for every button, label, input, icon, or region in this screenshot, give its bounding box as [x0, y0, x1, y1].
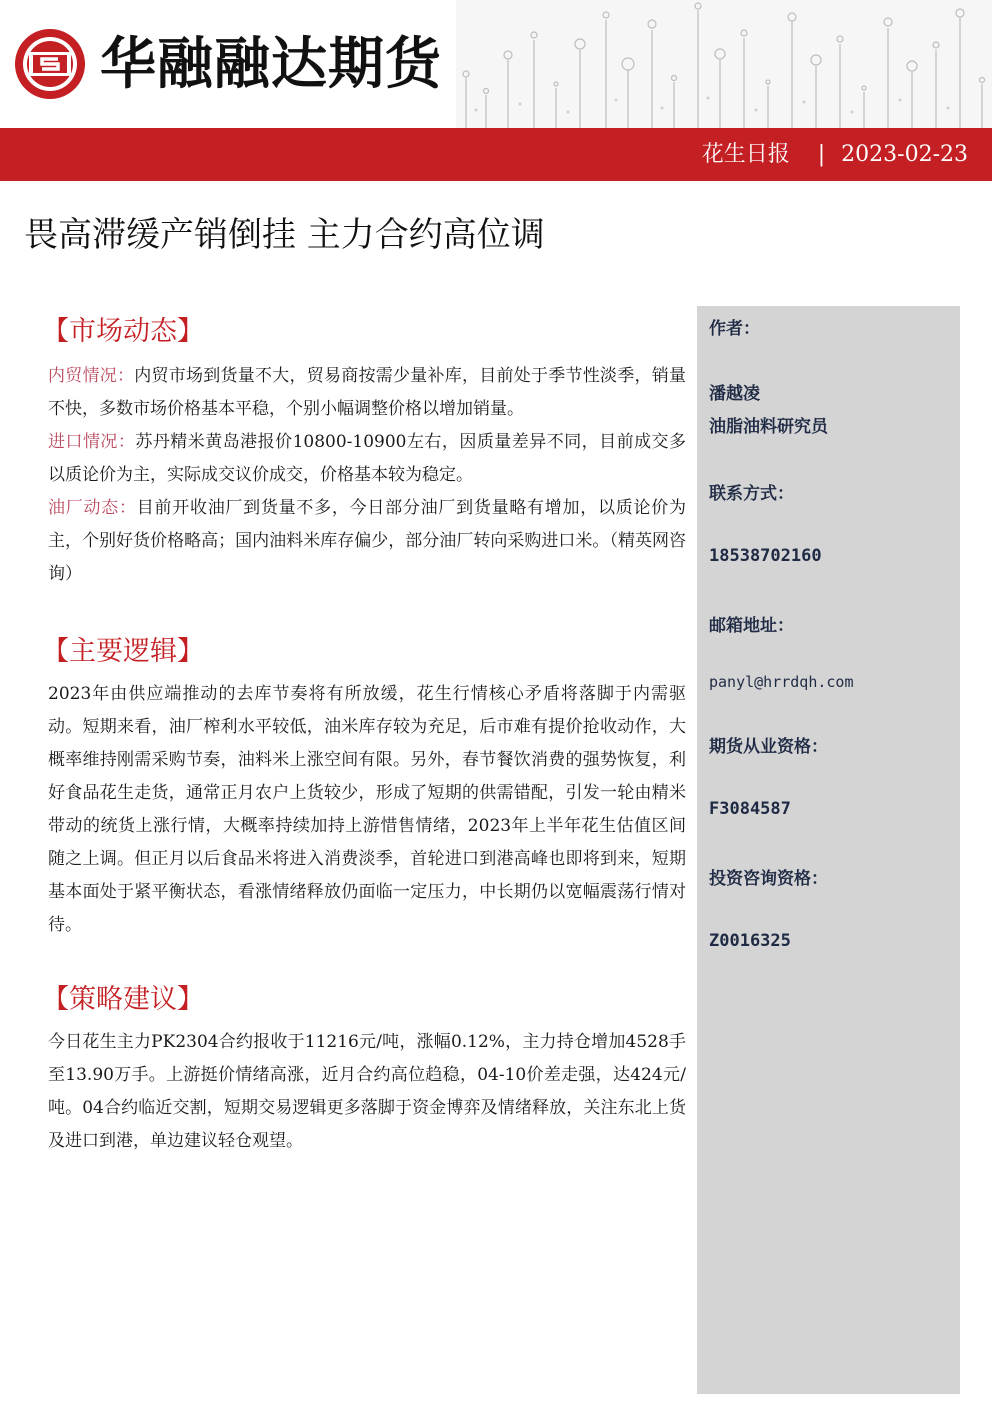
market-item-label: 内贸情况：	[48, 366, 135, 386]
market-item-label: 油厂动态：	[48, 498, 137, 518]
advisory-cert-label: 投资咨询资格：	[709, 869, 828, 889]
market-item-text: 目前开收油厂到货量不多，今日部分油厂到货量略有增加，以质论价为主，个别好货价格略高；国内油料米库存偏少，部分油厂转向采购进口米。（精英网咨询）	[48, 498, 687, 584]
report-type: 花生日报	[701, 142, 790, 167]
futures-cert-label: 期货从业资格：	[709, 737, 828, 757]
market-item-text: 内贸市场到货量不大，贸易商按需少量补库，目前处于季节性淡季，销量不快，多数市场价格基本平稳，个别小幅调整价格以增加销量。	[48, 366, 686, 419]
report-header	[0, 0, 992, 128]
email-address: panyl@hrrdqh.com	[709, 673, 854, 691]
separator: |	[817, 142, 826, 167]
market-item-label: 进口情况：	[48, 432, 136, 452]
futures-cert-number: F3084587	[709, 799, 791, 819]
market-item-domestic	[48, 360, 686, 426]
email-label: 邮箱地址：	[709, 616, 794, 636]
section-title-strategy: 【策略建议】	[42, 984, 204, 1015]
author-title: 油脂油料研究员	[709, 417, 828, 437]
section-title-logic: 【主要逻辑】	[42, 636, 204, 667]
contact-label: 联系方式：	[709, 484, 794, 504]
report-date: 2023-02-23	[841, 142, 968, 167]
section-title-market: 【市场动态】	[42, 316, 204, 347]
author-sidebar	[697, 306, 960, 1394]
market-item-import	[48, 426, 686, 492]
author-name: 潘越凌	[709, 384, 760, 404]
market-item-oil-mill	[48, 492, 686, 591]
author-label: 作者：	[709, 319, 760, 339]
decorative-line-pattern	[456, 0, 992, 128]
logic-paragraph: 2023年由供应端推动的去库节奏将有所放缓，花生行情核心矛盾将落脚于内需驱动。短期来看，油厂榨利水平较低，油米库存较为充足，后市难有提价抢收动作，大概率维持刚需采购节奏，油料米上涨空间有限。另外，春节餐饮消费的强势恢复，利好食品花生走货，通常正月农户上货较少，形成了短期的供需错配，引发一轮由精米带动的统货上涨行情，大概率持续加持上游惜售情绪，2023年上半年花生估值区间随之上调。但正月以后食品米将进入消费淡季，首轮进口到港高峰也即将到来，短期基本面处于紧平衡状态，看涨情绪释放仍面临一定压力，中长期仍以宽幅震荡行情对待。	[48, 684, 686, 935]
market-item-text: 苏丹精米黄岛港报价10800-10900左右，因质量差异不同，目前成交多以质论价为主，实际成交议价成交，价格基本较为稳定。	[48, 432, 687, 485]
advisory-cert-number: Z0016325	[709, 931, 791, 951]
company-name: 华融融达期货	[100, 32, 442, 97]
report-type-bar	[0, 128, 992, 181]
company-logo-icon	[12, 26, 88, 102]
report-title: 畏高滞缓产销倒挂 主力合约高位调	[24, 215, 545, 255]
phone-number: 18538702160	[709, 546, 822, 566]
strategy-paragraph: 今日花生主力PK2304合约报收于11216元/吨，涨幅0.12%，主力持仓增加4528手至13.90万手。上游挺价情绪高涨，近月合约高位趋稳，04-10价差走强，达424元/吨。04合约临近交割，短期交易逻辑更多落脚于资金博弈及情绪释放，关注东北上货及进口到港，单边建议轻仓观望。	[48, 1032, 686, 1151]
